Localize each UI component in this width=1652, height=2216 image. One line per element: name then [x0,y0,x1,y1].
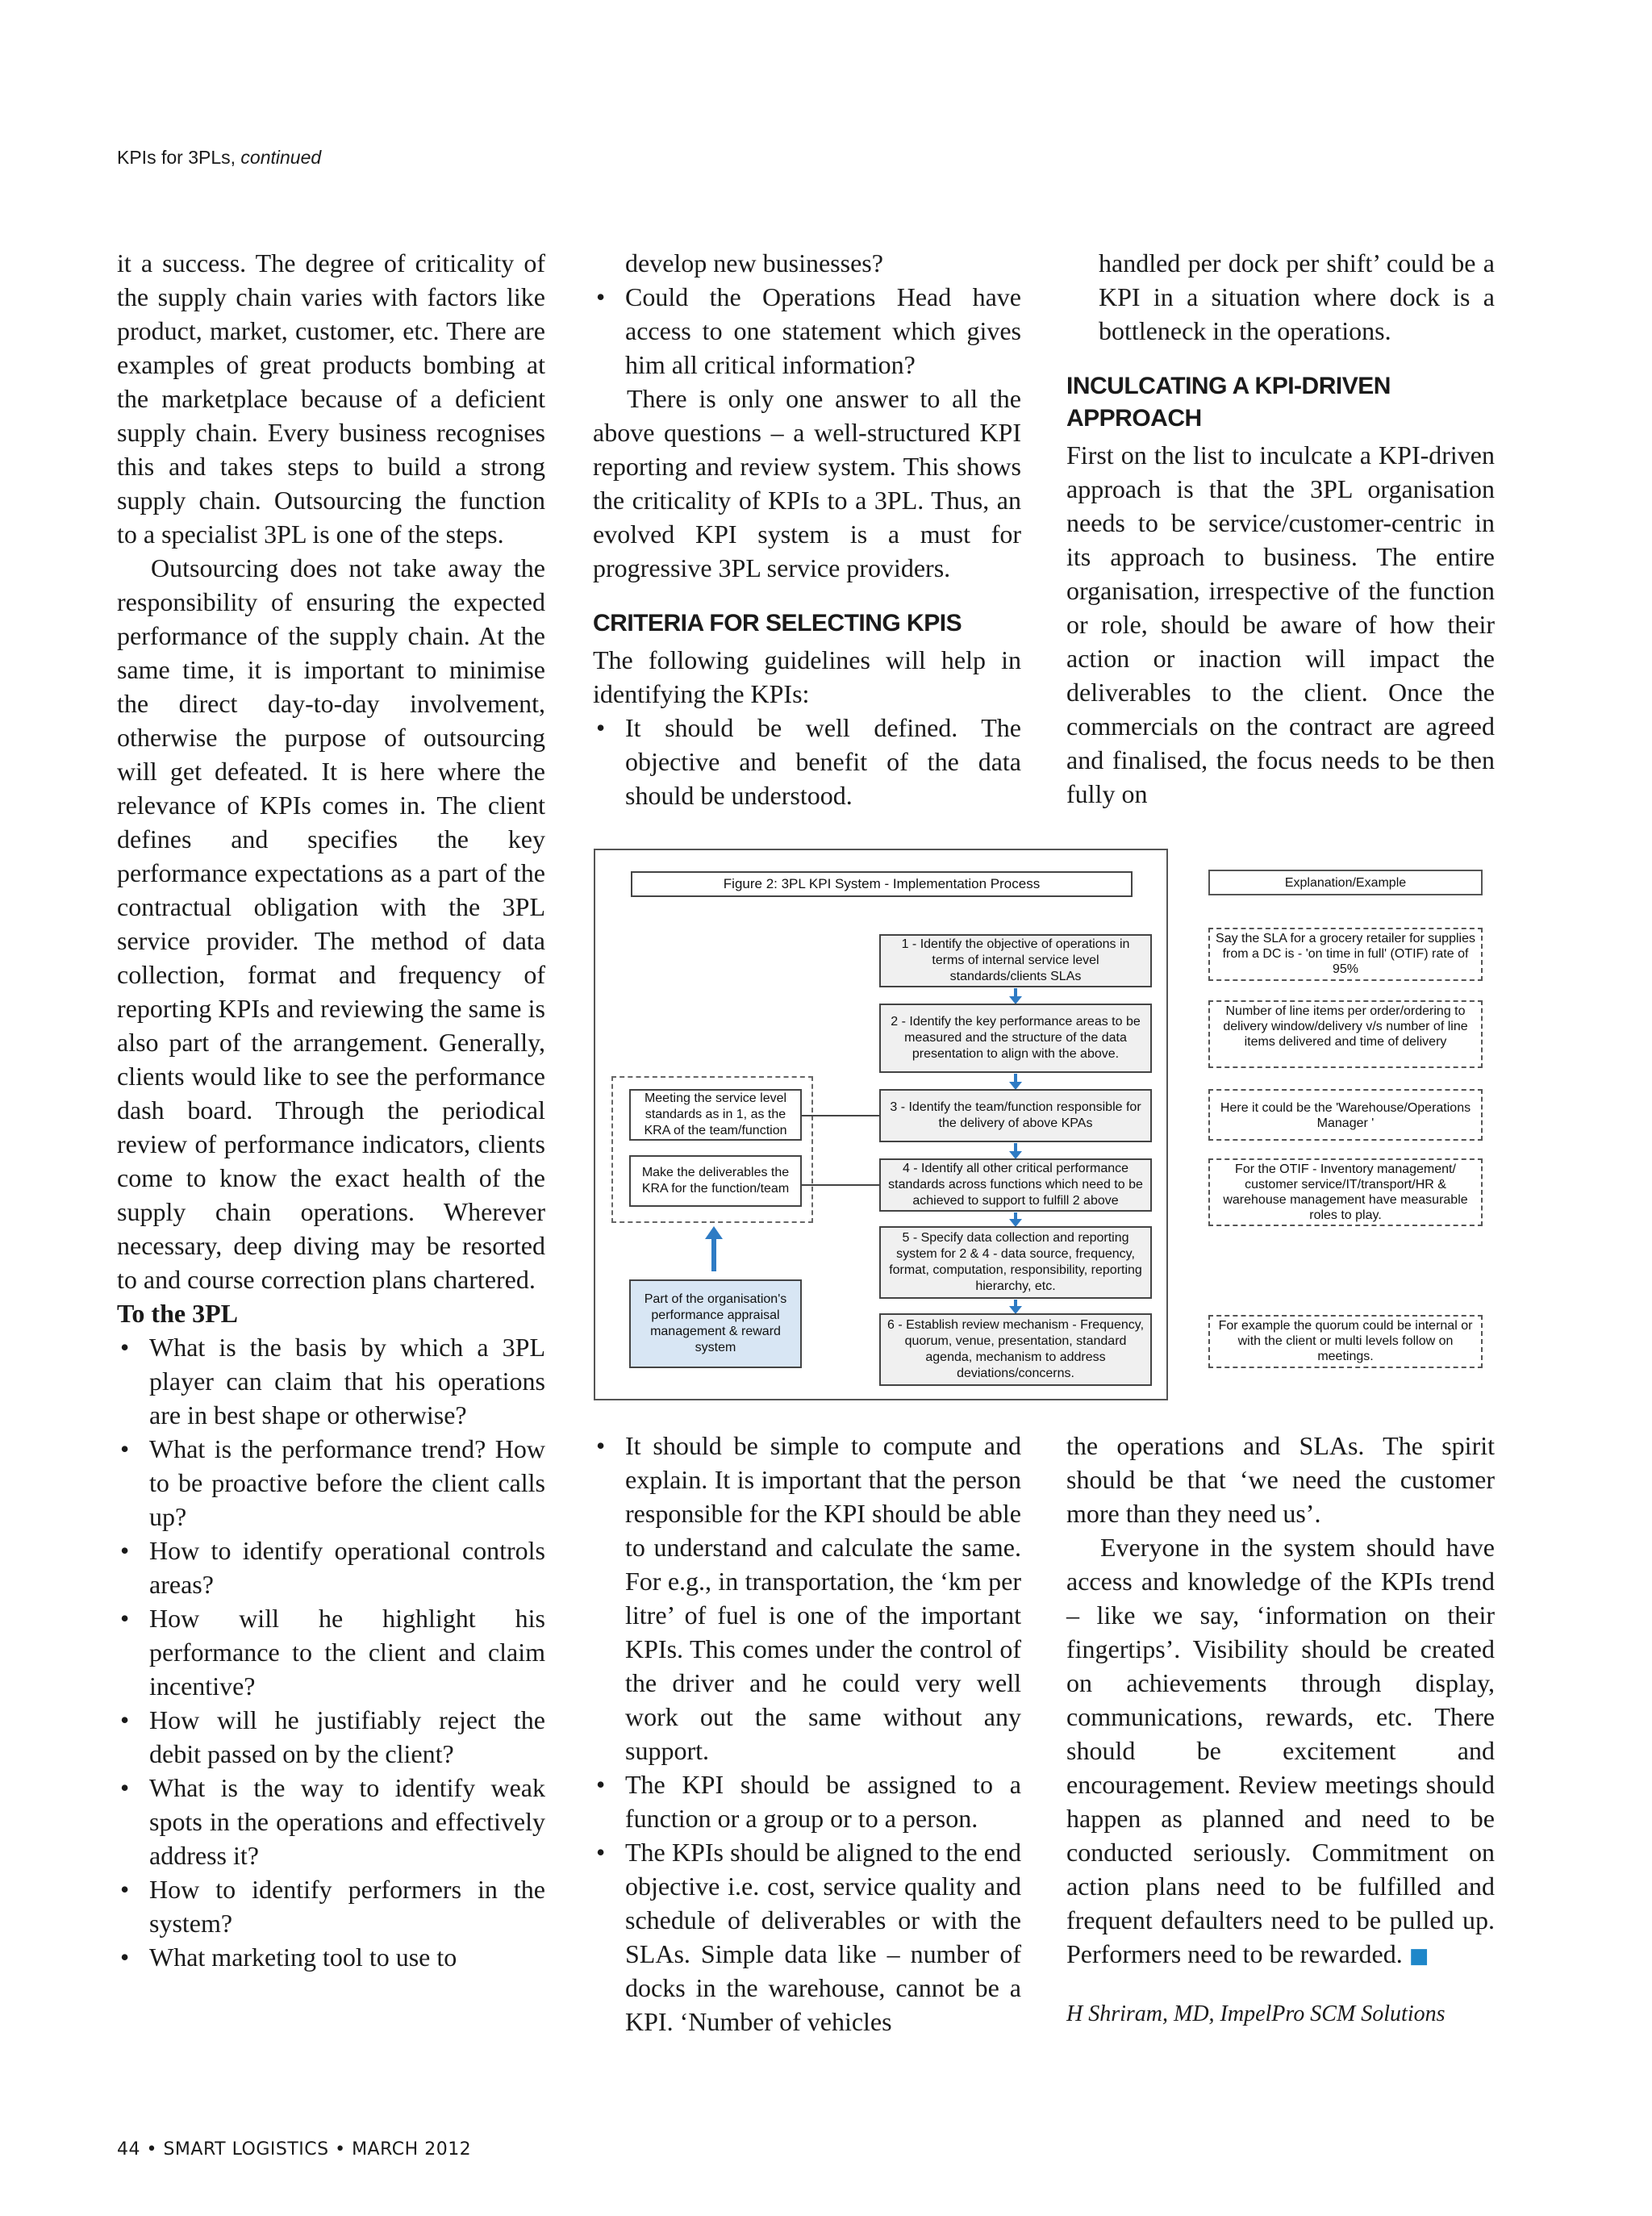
explanation-item: Here it could be the 'Warehouse/Operations Manager ' [1208,1089,1483,1141]
kpi-implementation-figure [594,849,1168,1400]
list-item: • How will he highlight his performance to the client and claim incentive? [117,1601,545,1703]
bullet-list [593,711,1021,812]
list-item: • Could the Operations Head have access to one statement which gives him all critical information? [593,280,1021,382]
running-header-continued: continued [240,147,322,168]
bullet-list [1066,246,1495,348]
list-item: • It should be simple to compute and explain. It is important that the person responsible for the KPI should be able to understand and calculate the same. For e.g., in transportation, the ‘km per litre’ of fuel is one of the important KPIs. This comes under the control of the driver and he could very well work out the same without any support. [593,1429,1021,1767]
section-heading: INCULCATING A KPI-DRIVEN APPROACH [1066,373,1391,432]
figure-appraisal-box: Part of the organisation's performance appraisal management & reward system [629,1279,802,1368]
column-3 [1066,246,1495,811]
paragraph: There is only one answer to all the above questions – a well-structured KPI reporting and review system. This shows the criticality of KPIs to a 3PL. Thus, an evolved KPI system is a must for progressive 3PL service providers. [593,384,1021,582]
bullet-list [593,246,1021,382]
explanation-item: Say the SLA for a grocery retailer for supplies from a DC is - 'on time in full' (OTIF) rate of 95% [1208,928,1483,981]
column-1 [117,246,545,1974]
paragraph [1066,1530,1495,1973]
figure-step-6: 6 - Establish review mechanism - Frequency, quorum, venue, presentation, standard agenda, mechanism to address deviations/concerns. [879,1313,1152,1386]
explanation-title: Explanation/Example [1208,870,1483,895]
subheading: To the 3PL [117,1299,238,1328]
arrow-down-icon [1014,988,1017,998]
figure-step-2: 2 - Identify the key performance areas to be measured and the structure of the data presentation to align with the above. [879,1004,1152,1073]
bullet-list [593,1429,1021,2039]
running-header-title: KPIs for 3PLs, [117,147,236,168]
paragraph: it a success. The degree of criticality of the supply chain varies with factors like product, market, customer, etc. There are examples of great products bombing at the marketplace because of a deficient supply chain. Every business recognises this and takes steps to build a strong supply chain. Outsourcing the function to a specialist 3PL is one of the steps. [117,248,545,549]
list-item: • How to identify performers in the system? [117,1872,545,1940]
paragraph: The following guidelines will help in identifying the KPIs: [593,645,1021,708]
list-item: • How to identify operational controls areas? [117,1534,545,1601]
figure-step-3: 3 - Identify the team/function responsible for the delivery of above KPAs [879,1089,1152,1142]
bullet-list [117,1330,545,1974]
explanation-item: For the OTIF - Inventory management/ customer service/IT/transport/HR & warehouse management have measurable roles to play. [1208,1158,1483,1226]
list-item-continued: develop new businesses? [625,248,883,278]
author-credit: H Shriram, MD, ImpelPro SCM Solutions [1066,2001,1446,2026]
figure-step-1: 1 - Identify the objective of operations in terms of internal service level standards/clients SLAs [879,934,1152,987]
arrow-down-icon [1014,1212,1017,1221]
figure-step-5: 5 - Specify data collection and reporting system for 2 & 4 - data source, frequency, format, computation, responsibility, reporting hierarchy, etc. [879,1226,1152,1299]
paragraph-text: Everyone in the system should have access and knowledge of the KPIs trend – like we say, ‘information on their fingertips’. Visibility should be created on achievements through display, communications, rewards, etc. There should be excitement and encouragement. Review meetings should happen as planned and need to be conducted seriously. Commitment on action plans need to be fulfilled and frequent defaulters need to be pulled up. Performers need to be rewarded. [1066,1533,1495,1968]
connector-line [802,1115,879,1116]
figure-left-box-1: Meeting the service level standards as in 1, as the KRA of the team/function [629,1089,802,1141]
column-2-lower [593,1429,1021,2039]
list-item: • It should be well defined. The objective and benefit of the data should be understood. [593,711,1021,812]
list-item: • The KPIs should be aligned to the end objective i.e. cost, service quality and schedule of deliverables or with the SLAs. Simple data like – number of docks in the warehouse, cannot be a KPI. ‘Number of vehicles [593,1835,1021,2039]
list-item: • What is the way to identify weak spots in the operations and effectively address it? [117,1771,545,1872]
running-header [117,147,321,169]
paragraph: the operations and SLAs. The spirit should be that ‘we need the customer more than they need us’. [1066,1431,1495,1528]
arrow-down-icon [1014,1143,1017,1153]
explanation-item: For example the quorum could be internal or with the client or multi levels follow on meetings. [1208,1315,1483,1368]
explanation-item: Number of line items per order/ordering to delivery window/delivery v/s number of line items delivered and time of delivery [1208,1000,1483,1068]
arrow-down-icon [1014,1074,1017,1083]
figure-step-4: 4 - Identify all other critical performance standards across functions which need to be achieved to support to fulfill 2 above [879,1158,1152,1212]
list-item: • What marketing tool to use to [117,1940,545,1974]
paragraph: Outsourcing does not take away the responsibility of ensuring the expected performance of the supply chain. At the same time, it is important to minimise the direct day-to-day involvement, otherwise the purpose of outsourcing will get defeated. It is here where the relevance of KPIs comes in. The client defines and specifies the key performance expectations as a part of the contractual obligation with the 3PL service provider. The method of data collection, format and frequency of reporting KPIs and reviewing the same is also part of the arrangement. Generally, clients would like to see the performance dash board. Through the periodical review of performance indicators, clients come to know the exact health of the supply chain operations. Wherever necessary, deep diving may be resorted to and course correction plans chartered. [117,553,545,1294]
list-item-continued: handled per dock per shift’ could be a KPI in a situation where dock is a bottleneck in the operations. [1099,248,1495,345]
arrow-down-icon [1014,1300,1017,1308]
connector-line [802,1184,879,1186]
column-2 [593,246,1021,812]
section-heading: CRITERIA FOR SELECTING KPIS [593,610,962,636]
list-item: • How will he justifiably reject the debit passed on by the client? [117,1703,545,1771]
end-mark-icon: ■ [1408,1944,1429,1968]
arrow-up-icon [711,1237,716,1271]
page-footer: 44 • SMART LOGISTICS • MARCH 2012 [117,2139,472,2160]
paragraph: First on the list to inculcate a KPI-driven approach is that the 3PL organisation needs to be service/customer-centric in its approach to business. The entire organisation, irrespective of the function or role, should be aware of how their action or inaction will impact the deliverables to the client. Once the commercials on the contract are agreed and finalised, the focus needs to be then fully on [1066,440,1495,808]
list-item: • What is the basis by which a 3PL player can claim that his operations are in best shape or otherwise? [117,1330,545,1432]
column-3-lower [1066,1429,1495,2031]
list-item: • What is the performance trend? How to be proactive before the client calls up? [117,1432,545,1534]
list-item: • The KPI should be assigned to a function or a group or to a person. [593,1767,1021,1835]
figure-left-box-2: Make the deliverables the KRA for the function/team [629,1155,802,1207]
figure-title: Figure 2: 3PL KPI System - Implementation Process [631,871,1133,897]
